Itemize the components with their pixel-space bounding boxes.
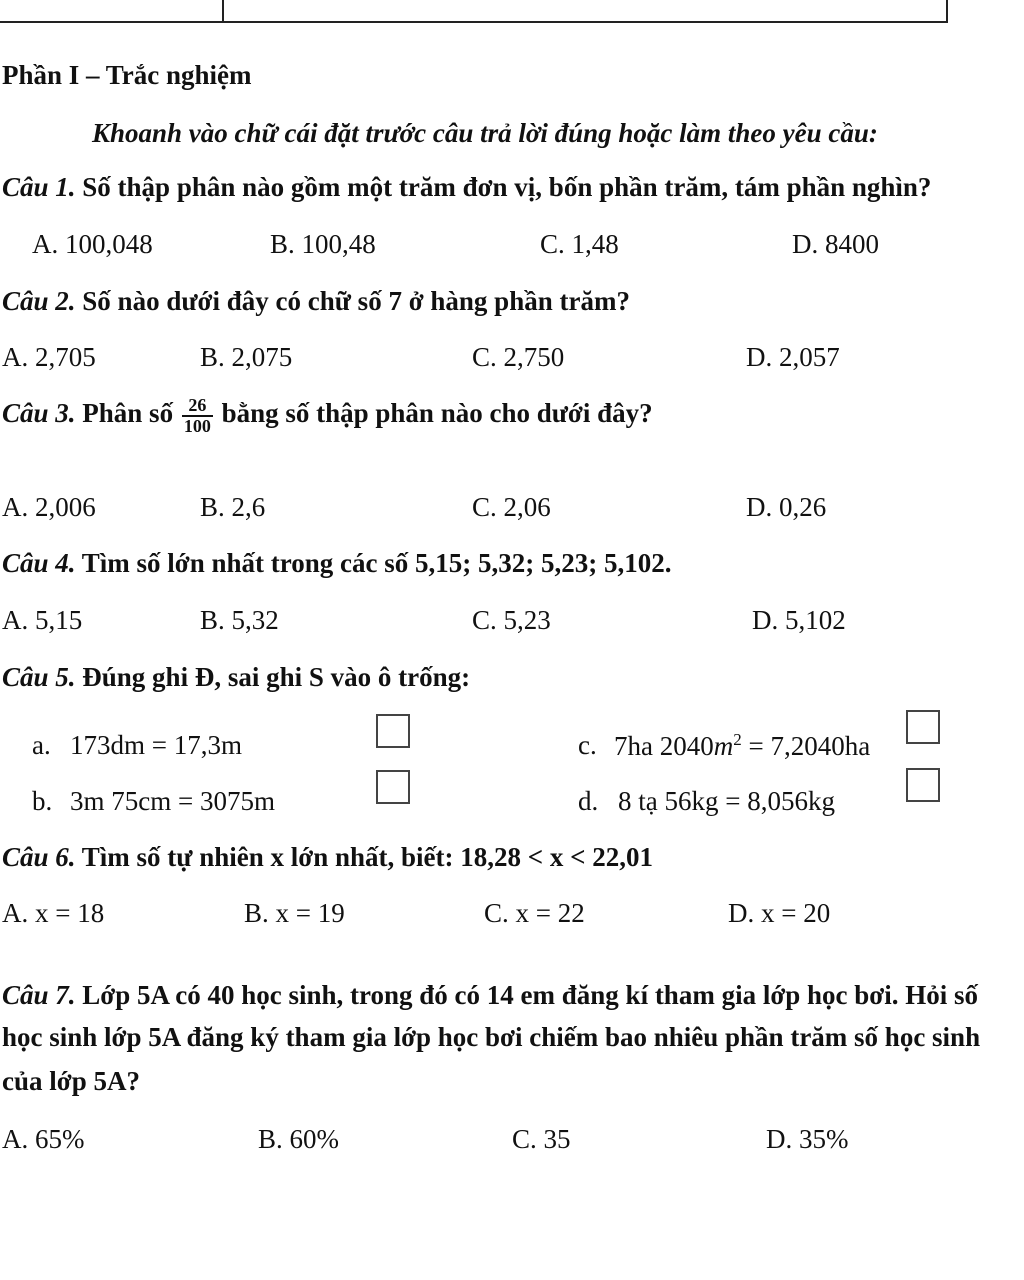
question-4-label: Câu 4. [2, 548, 76, 578]
q5-item-b-letter: b. [32, 786, 53, 816]
fraction-numerator: 26 [182, 396, 213, 417]
answer-box-b[interactable] [376, 770, 410, 804]
q6-option-d[interactable]: D. x = 20 [728, 898, 831, 928]
q5-item-c-unit: m [713, 731, 734, 761]
q5-item-c-exponent: 2 [733, 730, 742, 749]
q3-option-d[interactable]: D. 0,26 [746, 492, 827, 522]
question-3-text-before: Phân số [75, 398, 180, 429]
q6-option-a[interactable]: A. x = 18 [2, 898, 105, 928]
question-2-label: Câu 2. [2, 286, 76, 316]
q5-item-d-expression: 8 tạ 56kg = 8,056kg [618, 786, 835, 816]
answer-box-c[interactable] [906, 710, 940, 744]
question-5-text: Đúng ghi Đ, sai ghi S vào ô trống: [75, 662, 471, 692]
q4-option-d[interactable]: D. 5,102 [752, 605, 846, 635]
question-7-line-2: học sinh lớp 5A đăng ký tham gia lớp học bơi chiếm bao nhiêu phần trăm số học sinh [2, 1022, 981, 1052]
q1-option-d[interactable]: D. 8400 [792, 229, 879, 259]
q3-option-b[interactable]: B. 2,6 [200, 492, 266, 522]
q5-item-a-expression: 173dm = 17,3m [70, 730, 242, 760]
fraction [182, 396, 213, 436]
table-border [0, 0, 948, 23]
question-3-label: Câu 3. [2, 398, 76, 429]
q4-option-c[interactable]: C. 5,23 [472, 605, 551, 635]
question-1 [2, 172, 931, 203]
q1-option-b[interactable]: B. 100,48 [270, 229, 376, 259]
q4-option-a[interactable]: A. 5,15 [2, 605, 83, 635]
q5-item-b-expression: 3m 75cm = 3075m [70, 786, 275, 816]
q6-option-b[interactable]: B. x = 19 [244, 898, 345, 928]
q5-item-d-letter: d. [578, 786, 599, 816]
question-2-text: Số nào dưới đây có chữ số 7 ở hàng phần trăm? [75, 286, 630, 316]
q5-item-c-part2: 2040 [659, 731, 714, 761]
q5-item-a-letter: a. [32, 730, 51, 760]
q5-item-c-expression [614, 730, 870, 762]
q7-option-c[interactable]: C. 35 [512, 1124, 571, 1154]
question-1-text: Số thập phân nào gồm một trăm đơn vị, bốn phần trăm, tám phần nghìn? [75, 172, 932, 202]
q1-option-c[interactable]: C. 1,48 [540, 229, 619, 259]
section-title: Phần I – Trắc nghiệm [2, 60, 252, 90]
question-1-label: Câu 1. [2, 172, 76, 202]
q3-option-a[interactable]: A. 2,006 [2, 492, 96, 522]
table-divider [222, 0, 224, 23]
question-4 [2, 548, 672, 579]
question-2 [2, 286, 630, 317]
question-6 [2, 842, 653, 873]
answer-box-a[interactable] [376, 714, 410, 748]
q2-option-b[interactable]: B. 2,075 [200, 342, 293, 372]
q7-option-b[interactable]: B. 60% [258, 1124, 339, 1154]
q3-option-c[interactable]: C. 2,06 [472, 492, 551, 522]
q1-option-a[interactable]: A. 100,048 [32, 229, 153, 259]
instruction: Khoanh vào chữ cái đặt trước câu trả lời đúng hoặc làm theo yêu cầu: [92, 118, 878, 148]
question-5-label: Câu 5. [2, 662, 76, 692]
q2-option-a[interactable]: A. 2,705 [2, 342, 96, 372]
fraction-denominator: 100 [183, 415, 211, 436]
question-6-label: Câu 6. [2, 842, 76, 872]
q5-item-c-part1: 7ha [614, 731, 660, 761]
question-7-line-3: của lớp 5A? [2, 1066, 140, 1096]
q5-item-c-letter: c. [578, 730, 597, 760]
question-5 [2, 662, 470, 693]
question-7-text-line-1: Lớp 5A có 40 học sinh, trong đó có 14 em đăng kí tham gia lớp học bơi. Hỏi số [75, 980, 979, 1010]
question-6-text: Tìm số tự nhiên x lớn nhất, biết: 18,28 < x < 22,01 [75, 842, 654, 872]
q6-option-c[interactable]: C. x = 22 [484, 898, 585, 928]
question-7-line-1 [2, 980, 978, 1011]
question-3-text-after: bằng số thập phân nào cho dưới đây? [214, 398, 653, 429]
q7-option-a[interactable]: A. 65% [2, 1124, 85, 1154]
question-7-label: Câu 7. [2, 980, 76, 1010]
q4-option-b[interactable]: B. 5,32 [200, 605, 279, 635]
question-4-text: Tìm số lớn nhất trong các số 5,15; 5,32; 5,23; 5,102. [75, 548, 672, 578]
q5-item-c-part3: = 7,2040ha [741, 731, 871, 761]
q7-option-d[interactable]: D. 35% [766, 1124, 849, 1154]
question-3 [2, 396, 653, 436]
q2-option-c[interactable]: C. 2,750 [472, 342, 565, 372]
q2-option-d[interactable]: D. 2,057 [746, 342, 840, 372]
answer-box-d[interactable] [906, 768, 940, 802]
